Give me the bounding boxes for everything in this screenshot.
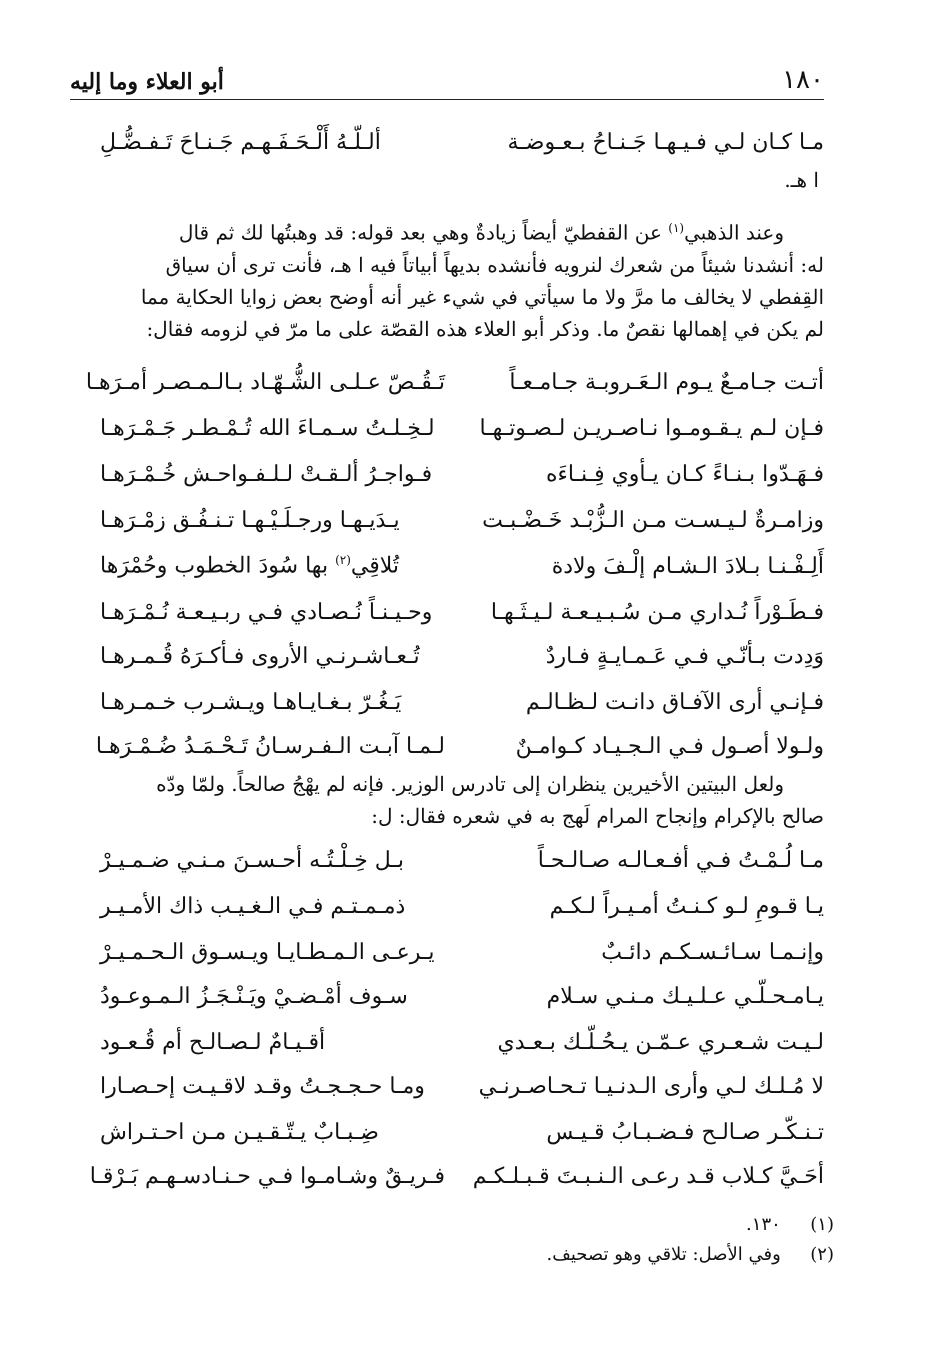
verse-text: تُلاقِي bbox=[350, 553, 399, 579]
verse-first-hemistich: وزامـرةٌ لـيـسـت مـن الـزُّبْـد خَـضْـبـت bbox=[482, 507, 824, 533]
footnote-text: ١٣٠. bbox=[746, 1214, 781, 1235]
verse-first-hemistich: تـنـكّـر صـالـح فـضـبـابُ قـيـس bbox=[546, 1119, 824, 1145]
verse-second-hemistich: يـدَيـهـا ورجـلَـيْـهـا تـنـفُـق زمْـرَهـا bbox=[100, 507, 400, 533]
verse-second-hemistich: فـواجـرُ ألـقـتْ لـلـفـواحـش خُـمْـرَهـا bbox=[100, 461, 433, 487]
verse-second-hemistich: فـريـقٌ وشـامـوا فـي حـنـادسـهـم بَـرْقـا bbox=[89, 1163, 445, 1189]
prose-text: وعند الذهبي bbox=[684, 220, 784, 245]
verse-second-hemistich: يـرعـى الـمـطـايـا ويـسـوق الـحـمـيـرْ bbox=[100, 939, 435, 965]
verse-first-hemistich: أتـت جـامـعٌ يـوم الـعَـروبـة جـامـعـاً bbox=[509, 369, 824, 395]
footnote-2 bbox=[546, 1244, 834, 1265]
opening-verse bbox=[100, 122, 824, 162]
verse-first-hemistich: أحَـيَّ كـلاب قـد رعـى الـنـبـتَ قـبـلـكـم bbox=[472, 1163, 824, 1189]
verse-second-hemistich: ومـا حـجـجـتُ وقـد لاقـيـت إحـصـارا bbox=[100, 1073, 425, 1099]
verse-line bbox=[100, 408, 824, 448]
verse-first-hemistich: يـا قـومِ لـو كـنـتُ أمـيـراً لـكـم bbox=[549, 893, 824, 919]
verse-line bbox=[100, 840, 824, 880]
verse-line bbox=[89, 1156, 824, 1196]
verse-first-hemistich: وَدِدت بـأنّـي فـي عَـمـايـةٍ فـاردٌ bbox=[545, 643, 824, 669]
prose-paragraph-2 bbox=[80, 768, 824, 832]
verse-second-hemistich: تُـعـاشـرنـي الأروى فـأكـرَهُ قُـمـرهـا bbox=[100, 643, 420, 669]
verse-line bbox=[100, 976, 824, 1016]
verse-first-hemistich: مـا كـان لـي فـيـهـا جَـنـاحُ بـعـوضـة bbox=[507, 129, 824, 155]
verse-line bbox=[100, 1112, 824, 1152]
prose-line: لم يكن في إهمالها نقصٌ ما. وذكر أبو العلاء هذه القصّة على ما مرّ في لزومه فقال: bbox=[146, 316, 824, 341]
verse-first-hemistich: يـامـحـلّـي عـلـيـك مـنـي سـلام bbox=[546, 983, 824, 1009]
verse-first-hemistich: لـيـت شـعـري عـمّـن يـحُـلّـك بـعـدي bbox=[497, 1029, 824, 1055]
verse-second-hemistich: بـل خِـلْـتُـه أحـسـنَ مـنـي ضـمـيـرْ bbox=[100, 847, 404, 873]
verse-line bbox=[100, 932, 824, 972]
verse-second-hemistich: وحـيـنـاً نُـصـادي فـي ربـيـعـة نُـمْـرَهـا bbox=[100, 599, 433, 625]
verse-first-hemistich: أَلِـفْـنـا بـلادَ الـشـام إلْـفَ ولادة bbox=[551, 553, 824, 579]
verse-first-hemistich: وإنـمـا سـائـسـكـم دائـبٌ bbox=[601, 939, 824, 965]
verse-second-hemistich: سـوف أمْـضـيْ ويَـنْـجَـزُ الـمـوعـودُ bbox=[100, 983, 408, 1009]
prose-paragraph-1 bbox=[80, 212, 824, 345]
verse-line bbox=[100, 500, 824, 540]
page-number: ١٨٠ bbox=[782, 65, 824, 95]
verse-second-hemistich: لـخِـلـتُ سـمـاءَ الله تُـمْـطـر جَـمْـرَهـا bbox=[100, 415, 435, 441]
verse-line bbox=[100, 546, 824, 586]
footnote-ref: (٢) bbox=[335, 553, 351, 568]
verse-first-hemistich: ولـولا أصـول فـي الـجـيـاد كـوامـنٌ bbox=[515, 733, 824, 759]
prose-line bbox=[80, 212, 824, 249]
verse-second-hemistich bbox=[100, 553, 445, 578]
prose-line: القِفطي لا يخالف ما مرَّ ولا ما سيأتي في شيء غير أنه أوضح بعض زوايا الحكاية مما bbox=[140, 284, 824, 309]
footnote-ref: (١) bbox=[668, 221, 685, 235]
verse-line bbox=[100, 592, 824, 632]
verse-line bbox=[85, 362, 824, 402]
footnote-1 bbox=[746, 1214, 834, 1235]
verse-second-hemistich: تَـقُـصّ عـلـى الشُّـهّـاد بـالـمـصـر أمـرَهـا bbox=[85, 369, 445, 395]
verse-text: بها سُودَ الخطوب وحُمْرَها bbox=[100, 553, 336, 579]
prose-line: صالح بالإكرام وإنجاح المرام لَهج به في شعره فقال: ل: bbox=[371, 804, 824, 828]
running-title: أبو العلاء وما إليه bbox=[70, 69, 224, 95]
verse-line bbox=[100, 454, 824, 494]
verse-second-hemistich: ذمـمـتـم فـي الـغـيـب ذاك الأمـيـر bbox=[100, 893, 406, 919]
footnote-text: وفي الأصل: تلاقي وهو تصحيف. bbox=[546, 1244, 781, 1265]
footnote-number: (٢) bbox=[810, 1244, 834, 1265]
page-header bbox=[70, 62, 824, 100]
verse-line bbox=[95, 726, 824, 766]
verse-line bbox=[100, 886, 824, 926]
verse-first-hemistich: مـا لُـمْـتُ فـي أفـعـالـه صـالـحـاً bbox=[537, 847, 824, 873]
verse-first-hemistich: لا مُـلـك لـي وأرى الـدنـيـا تـحـاصـرنـي bbox=[478, 1073, 824, 1099]
verse-first-hemistich: فـإنـي أرى الآفـاق دانـت لـظـالـم bbox=[525, 689, 824, 715]
verse-first-hemistich: فـطَـوْراً نُـداري مـن سُـبـيـعـة لـيـثَـهـا bbox=[490, 599, 824, 625]
verse-first-hemistich: فـإن لـم يـقـومـوا نـاصـريـن لـصـوتـهـا bbox=[479, 415, 824, 441]
footnote-number: (١) bbox=[810, 1214, 834, 1235]
prose-text: عن القفطيّ أيضاً زيادةٌ وهي بعد قوله: قد وهبتُها لك ثم قال bbox=[178, 220, 669, 245]
verse-line bbox=[100, 682, 824, 722]
verse-line bbox=[100, 1066, 824, 1106]
verse-second-hemistich: ألـلّـهُ أَلْـحَـفَـهـم جَـنـاحَ تَـفـضُّـلِ bbox=[100, 129, 381, 155]
end-quote-mark: ا هـ. bbox=[784, 168, 819, 192]
verse-second-hemistich: لـمـا آبـت الـفـرسـانُ تَـحْـمَـدُ ضُـمْـرَهـا bbox=[95, 733, 445, 759]
verse-line bbox=[100, 1022, 824, 1062]
verse-first-hemistich: فـهَـدّوا بـنـاءً كـان يـأوي فِـنـاءَه bbox=[545, 461, 824, 487]
prose-line: له: أنشدنا شيئاً من شعرك لنرويه فأنشده بديهاً أبياتاً فيه ا هـ، فأنت ترى أن سياق bbox=[165, 252, 824, 277]
prose-line: ولعل البيتين الأخيرين ينظران إلى تادرس الوزير. فإنه لم يهْجُ صالحاً. ولمّا ودّه bbox=[156, 772, 784, 796]
verse-second-hemistich: يَـغُـرّ بـغـايـاهـا ويـشـرب خـمـرهـا bbox=[100, 689, 402, 715]
verse-second-hemistich: ضِـبـابٌ يـتّـقـيـن مـن احـتـراش bbox=[100, 1119, 379, 1145]
verse-line bbox=[100, 636, 824, 676]
verse-second-hemistich: أقـيـامٌ لـصـالـح أم قُـعـود bbox=[100, 1029, 326, 1055]
